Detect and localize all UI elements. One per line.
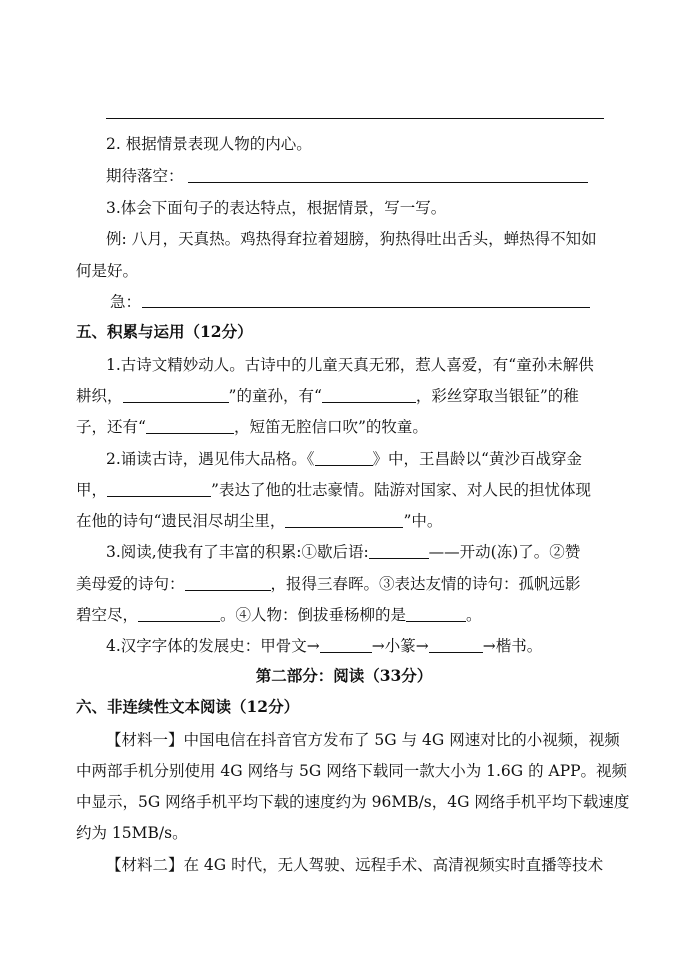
s5-item4-text: →楷书。 [482,637,543,655]
blank[interactable] [185,575,271,591]
s5-item1-line1: 1.古诗文精妙动人。古诗中的儿童天真无邪，惹人喜爱，有“童孙未解供 [106,356,594,374]
s5-item1-text: ，彩丝穿取当银钲”的稚 [415,387,579,405]
q2-item: 2. 根据情景表现人物的内心。 [106,135,312,153]
s6-material1-line3: 中显示，5G 网络手机平均下载的速度约为 96MB/s，4G 网络手机平均下载速度 [76,793,630,811]
s5-item4 [106,636,542,656]
blank[interactable] [138,606,220,622]
blank[interactable] [320,637,372,653]
s5-item2-line2 [76,480,591,500]
section5-title: 五、积累与运用（12分） [76,322,253,341]
s6-material1-line4: 约为 15MB/s。 [76,824,188,842]
s5-item1-text: 子，还有“ [76,418,146,436]
section6-title: 六、非连续性文本阅读（12分） [76,697,300,716]
q2-label: 期待落空： [106,167,184,185]
s5-item3-text: 碧空尽， [76,606,139,624]
s5-item2-text: 在他的诗句“遗民泪尽胡尘里， [76,512,286,530]
blank[interactable] [429,637,483,653]
blank[interactable] [369,543,429,559]
blank[interactable] [285,512,403,528]
s5-item3-text: 美母爱的诗句： [76,575,185,593]
q3-item: 3.体会下面句子的表达特点，根据情景，写一写。 [106,199,447,217]
s5-item1-line2 [76,386,579,406]
s5-item1-text: ”的童孙，有“ [228,387,322,405]
s5-item2-text: ”中。 [403,512,443,530]
s6-material2-line1: 【材料二】在 4G 时代，无人驾驶、远程手术、高清视频实时直播等技术 [106,856,604,874]
blank[interactable] [123,387,229,403]
s5-item3-line1 [106,542,580,562]
blank[interactable] [406,606,466,622]
s5-item3-line3 [76,605,482,625]
s5-item1-text: ，短笛无腔信口吹”的牧童。 [233,418,428,436]
q2-answer-line[interactable] [188,182,588,183]
s6-material1-line2: 中两部手机分别使用 4G 网络与 5G 网络下载同一款大小为 1.6G 的 APP。视频 [76,762,628,780]
s5-item2-text: 2.诵读古诗，遇见伟大品格。《 [106,450,315,468]
blank[interactable] [146,418,234,434]
s5-item1-text: 耕织， [76,387,123,405]
s5-item3-text: 3.阅读,使我有了丰富的积累:①歇后语: [106,543,369,561]
q3-answer-line[interactable] [142,307,590,308]
answer-line-top[interactable] [106,118,604,119]
s5-item3-text: 。④人物：倒拔垂杨柳的是 [220,606,407,624]
blank[interactable] [107,481,211,497]
blank[interactable] [315,450,373,466]
s5-item3-text: ，报得三春晖。③表达友情的诗句：孤帆远影 [270,575,581,593]
s5-item2-line1 [106,449,582,469]
s5-item2-text: ”表达了他的壮志豪情。陆游对国家、对人民的担忧体现 [211,481,591,499]
q3-label: 急： [110,293,142,311]
q3-example-line1: 例: 八月，天真热。鸡热得耷拉着翅膀，狗热得吐出舌头，蝉热得不知如 [106,230,597,248]
s5-item3-text: ——开动(冻)了。②赞 [428,543,581,561]
s5-item2-line3 [76,511,442,531]
s5-item4-text: 4.汉字字体的发展史：甲骨文→ [106,637,320,655]
s5-item3-text: 。 [466,606,482,624]
part2-title: 第二部分：阅读（33分） [255,666,433,685]
q3-example-line2: 何是好。 [76,262,139,280]
s6-material1-line1: 【材料一】中国电信在抖音官方发布了 5G 与 4G 网速对比的小视频，视频 [106,731,620,749]
s5-item3-line2 [76,574,581,594]
blank[interactable] [322,387,416,403]
s5-item2-text: 》中，王昌龄以“黄沙百战穿金 [372,450,582,468]
s5-item2-text: 甲， [76,481,108,499]
s5-item1-line3 [76,417,428,437]
s5-item4-text: →小篆→ [371,637,429,655]
